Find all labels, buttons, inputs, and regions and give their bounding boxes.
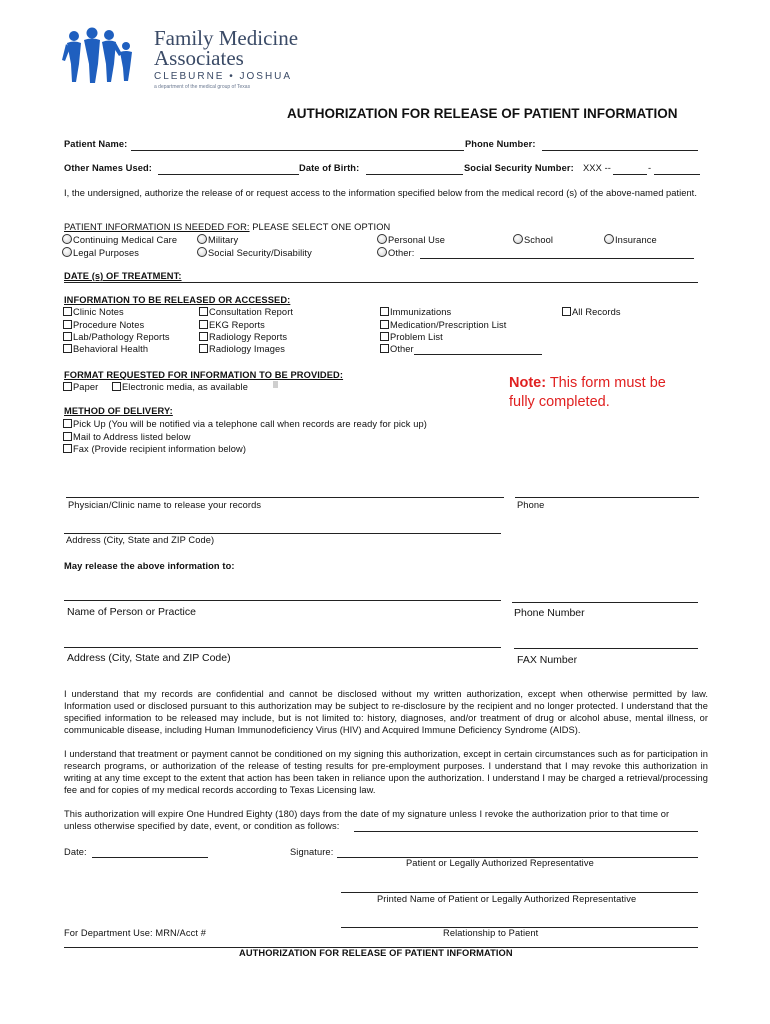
note-label: Note: <box>509 375 547 391</box>
item-procedure-notes-label: Procedure Notes <box>73 320 145 330</box>
dob-field[interactable] <box>366 174 463 175</box>
radio-icon[interactable] <box>62 247 72 257</box>
treatment-paragraph: I understand that treatment or payment cannot be conditioned on my signing this authorization, except in certain circumstances such as for participation in research programs, or authorization of the release of testing results for pre-employment purposes. I understand that I may revoke this authorization in writing at any time except to the extent that action has been taken in reliance upon the authorization. I understand I may be charged a retrieval/processing fee and for copies of my medical records according to Texas Licensing law. <box>64 749 708 795</box>
dept-use-label: For Department Use: MRN/Acct # <box>64 928 206 938</box>
checkbox-icon[interactable] <box>380 320 389 329</box>
item-medication-list-label: Medication/Prescription List <box>390 320 507 330</box>
option-military[interactable] <box>197 234 238 245</box>
family-figures-icon <box>62 26 150 84</box>
format-heading: FORMAT REQUESTED FOR INFORMATION TO BE PROVIDED: <box>64 370 344 380</box>
recipient-phone-label: Phone Number <box>514 607 585 619</box>
item-radiology-reports[interactable] <box>199 332 287 342</box>
option-social-security[interactable] <box>197 247 312 258</box>
item-radiology-images[interactable] <box>199 344 285 354</box>
format-electronic[interactable] <box>112 382 248 392</box>
option-personal-use-label: Personal Use <box>388 235 446 245</box>
option-other-label: Other: <box>388 248 415 258</box>
radio-icon[interactable] <box>197 247 207 257</box>
item-clinic-notes-label: Clinic Notes <box>73 307 124 317</box>
checkbox-icon[interactable] <box>380 344 389 353</box>
logo <box>62 22 312 94</box>
option-insurance-label: Insurance <box>615 235 657 245</box>
item-immunizations[interactable] <box>380 307 451 317</box>
radio-icon[interactable] <box>377 247 387 257</box>
radio-icon[interactable] <box>604 234 614 244</box>
other-names-field[interactable] <box>158 174 299 175</box>
logo-name-line1: Family Medicine <box>154 26 299 50</box>
item-ekg-reports[interactable] <box>199 320 265 330</box>
checkbox-icon[interactable] <box>63 307 72 316</box>
checkbox-icon[interactable] <box>199 332 208 341</box>
item-all-records-label: All Records <box>572 307 621 317</box>
item-all-records[interactable] <box>562 307 621 317</box>
intro-text: I, the undersigned, authorize the release of or request access to the information specified below from the medical record (s) of the above-named patient. <box>64 188 697 198</box>
item-other[interactable] <box>380 344 414 354</box>
option-other-field[interactable] <box>420 258 694 259</box>
format-marker-icon <box>273 381 278 388</box>
item-other-field[interactable] <box>414 354 542 355</box>
option-continuing-care[interactable] <box>62 234 177 245</box>
expiration-condition-field[interactable] <box>354 831 698 832</box>
item-radiology-reports-label: Radiology Reports <box>209 332 288 342</box>
ssn-dash: - <box>648 163 652 173</box>
note-text-line1: This form must be <box>546 375 666 391</box>
item-behavioral-health[interactable] <box>63 344 148 354</box>
delivery-pickup-label: Pick Up (You will be notified via a telephone call when records are ready for pick up) <box>73 419 427 429</box>
checkbox-icon[interactable] <box>63 444 72 453</box>
physician-name-label: Physician/Clinic name to release your records <box>68 500 262 510</box>
item-other-label: Other <box>390 344 414 354</box>
format-paper-label: Paper <box>73 382 99 392</box>
checkbox-icon[interactable] <box>63 419 72 428</box>
item-lab-reports[interactable] <box>63 332 170 342</box>
option-legal-label: Legal Purposes <box>73 248 140 258</box>
checkbox-icon[interactable] <box>63 332 72 341</box>
physician-phone-label: Phone <box>517 500 545 510</box>
dob-label: Date of Birth: <box>299 163 360 173</box>
patient-name-field[interactable] <box>131 150 464 151</box>
ssn-part1-field[interactable] <box>613 174 647 175</box>
option-school[interactable] <box>513 234 553 245</box>
item-procedure-notes[interactable] <box>63 320 144 330</box>
ssn-prefix: XXX -- <box>583 163 611 173</box>
other-names-label: Other Names Used: <box>64 163 152 173</box>
patient-info-heading-text: PATIENT INFORMATION IS NEEDED FOR: <box>64 222 250 232</box>
dates-of-treatment-field[interactable] <box>64 282 698 283</box>
recipient-phone-field[interactable] <box>512 602 698 603</box>
delivery-mail-label: Mail to Address listed below <box>73 432 191 442</box>
printed-name-label: Printed Name of Patient or Legally Authorized Representative <box>377 894 637 904</box>
radio-icon[interactable] <box>62 234 72 244</box>
footer-title: AUTHORIZATION FOR RELEASE OF PATIENT INFORMATION <box>239 948 513 958</box>
option-school-label: School <box>524 235 554 245</box>
printed-name-field[interactable] <box>341 892 698 893</box>
recipient-address-label: Address (City, State and ZIP Code) <box>67 652 231 664</box>
logo-tagline: a department of the medical group of Texas <box>154 84 251 90</box>
recipient-name-label: Name of Person or Practice <box>67 606 196 618</box>
checkbox-icon[interactable] <box>112 382 121 391</box>
item-problem-list-label: Problem List <box>390 332 443 342</box>
checkbox-icon[interactable] <box>199 344 208 353</box>
recipient-address-field[interactable] <box>64 647 501 648</box>
confidentiality-paragraph: I understand that my records are confidential and cannot be disclosed without my written authorization, except when otherwise permitted by law. Information used or disclosed pursuant to this authorization may be subject to re-disclosure by the recipient and no longer protected. I understand that the specified information to be released may include, but is not limited to: history, diagnoses, and/or treatment of drug or alcohol abuse, mental illness, or communicable disease, including Human Immunodeficiency Virus (HIV) and Acquired Immune Deficiency Syndrome (AIDS). <box>64 689 708 735</box>
option-other[interactable] <box>377 247 414 258</box>
relationship-label: Relationship to Patient <box>443 928 539 938</box>
patient-name-label: Patient Name: <box>64 139 128 149</box>
item-consultation-report[interactable] <box>199 307 293 317</box>
option-insurance[interactable] <box>604 234 657 245</box>
item-clinic-notes[interactable] <box>63 307 124 317</box>
format-paper[interactable] <box>63 382 98 392</box>
delivery-fax-label: Fax (Provide recipient information below) <box>73 444 247 454</box>
item-radiology-images-label: Radiology Images <box>209 344 286 354</box>
phone-number-field[interactable] <box>542 150 698 151</box>
expiration-line2: unless otherwise specified by date, event, or condition as follows: <box>64 821 340 831</box>
patient-info-heading <box>64 222 390 232</box>
item-ekg-reports-label: EKG Reports <box>209 320 265 330</box>
recipient-name-field[interactable] <box>64 600 501 601</box>
date-label: Date: <box>64 847 87 857</box>
radio-icon[interactable] <box>513 234 523 244</box>
checkbox-icon[interactable] <box>63 382 72 391</box>
note-box <box>509 374 666 412</box>
signature-label: Signature: <box>290 847 334 857</box>
radio-icon[interactable] <box>377 234 387 244</box>
delivery-mail[interactable] <box>63 432 191 442</box>
physician-address-label: Address (City, State and ZIP Code) <box>66 535 215 545</box>
expiration-line1: This authorization will expire One Hundred Eighty (180) days from the date of my signature unless I revoke the authorization prior to that time or <box>64 809 670 819</box>
checkbox-icon[interactable] <box>63 320 72 329</box>
item-immunizations-label: Immunizations <box>390 307 452 317</box>
item-medication-list[interactable] <box>380 320 506 330</box>
phone-number-label: Phone Number: <box>465 139 536 149</box>
item-behavioral-health-label: Behavioral Health <box>73 344 149 354</box>
note-text-line2: fully completed. <box>509 394 610 410</box>
release-to-heading: May release the above information to: <box>64 561 235 571</box>
logo-location: CLEBURNE • JOSHUA <box>154 71 293 82</box>
item-problem-list[interactable] <box>380 332 443 342</box>
dates-of-treatment-label: DATE (s) OF TREATMENT: <box>64 271 182 281</box>
delivery-fax[interactable] <box>63 444 246 454</box>
option-military-label: Military <box>208 235 239 245</box>
format-electronic-label: Electronic media, as available <box>122 382 248 392</box>
physician-address-field[interactable] <box>64 533 501 534</box>
recipient-fax-label: FAX Number <box>517 654 578 666</box>
logo-name-line2: Associates <box>154 46 244 70</box>
checkbox-icon[interactable] <box>63 344 72 353</box>
checkbox-icon[interactable] <box>380 307 389 316</box>
radio-icon[interactable] <box>197 234 207 244</box>
option-social-security-label: Social Security/Disability <box>208 248 312 258</box>
delivery-pickup[interactable] <box>63 419 427 429</box>
ssn-label: Social Security Number: <box>464 163 574 173</box>
checkbox-icon[interactable] <box>199 320 208 329</box>
item-consultation-report-label: Consultation Report <box>209 307 294 317</box>
info-released-heading: INFORMATION TO BE RELEASED OR ACCESSED: <box>64 295 291 305</box>
form-title: AUTHORIZATION FOR RELEASE OF PATIENT INFORMATION <box>287 106 678 121</box>
date-field[interactable] <box>92 857 208 858</box>
recipient-fax-field[interactable] <box>514 648 698 649</box>
option-legal[interactable] <box>62 247 139 258</box>
checkbox-icon[interactable] <box>562 307 571 316</box>
physician-name-field[interactable] <box>66 497 504 498</box>
delivery-heading: METHOD OF DELIVERY: <box>64 406 173 416</box>
physician-phone-field[interactable] <box>515 497 699 498</box>
item-lab-reports-label: Lab/Pathology Reports <box>73 332 170 342</box>
patient-info-instruction: PLEASE SELECT ONE OPTION <box>249 222 391 232</box>
option-personal-use[interactable] <box>377 234 445 245</box>
checkbox-icon[interactable] <box>380 332 389 341</box>
checkbox-icon[interactable] <box>199 307 208 316</box>
checkbox-icon[interactable] <box>63 432 72 441</box>
patient-rep-label: Patient or Legally Authorized Representative <box>406 858 594 868</box>
option-continuing-care-label: Continuing Medical Care <box>73 235 178 245</box>
ssn-part2-field[interactable] <box>654 174 700 175</box>
